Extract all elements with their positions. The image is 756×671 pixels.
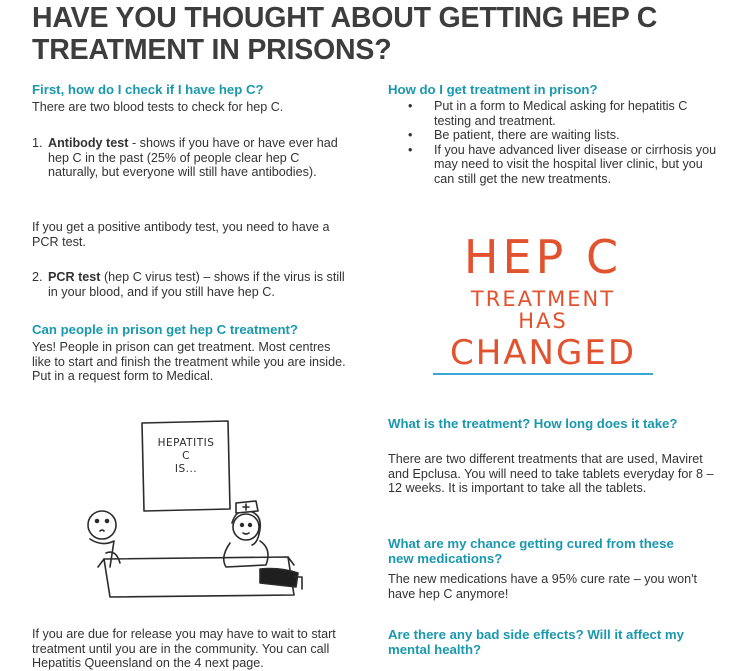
banner-line-1: HEP C [463, 230, 623, 284]
release-note [32, 627, 354, 671]
cure-chance-answer [388, 572, 708, 601]
heading-get-treatment-text: How do I get treatment in prison? [388, 82, 598, 97]
pcr-test-item [32, 270, 352, 299]
heading-cure-chance-text: What are my chance getting cured from these new medications? [388, 536, 674, 566]
prison-treatment-answer [32, 340, 352, 384]
whiteboard-line-3: IS... [174, 463, 198, 475]
prison-treatment-answer-text: Yes! People in prison can get treatment. Most centres like to start and finish the treatment while you are inside. Put in a request form to Medical. [32, 340, 346, 383]
pcr-intro-text: If you get a positive antibody test, you need to have a PCR test. [32, 220, 330, 249]
heading-side-effects-text: Are there any bad side effects? Will it affect my mental health? [388, 627, 684, 657]
antibody-test-item [32, 136, 352, 180]
heading-get-treatment [388, 82, 718, 97]
treatment-steps-list [388, 99, 718, 186]
pcr-test-number: 2. [32, 270, 43, 284]
heading-side-effects [388, 627, 718, 657]
banner-line-4: CHANGED [449, 333, 636, 373]
whiteboard-text [144, 437, 228, 476]
heading-what-treatment-text: What is the treatment? How long does it take? [388, 416, 678, 431]
check-intro-text: There are two blood tests to check for hep C. [32, 100, 284, 114]
banner-underline [433, 373, 653, 375]
heading-cure-chance [388, 536, 688, 566]
antibody-test-name: Antibody test [48, 136, 129, 150]
pcr-intro [32, 220, 332, 249]
what-treatment-answer [388, 452, 718, 496]
heading-what-treatment [388, 416, 688, 431]
check-intro [32, 100, 352, 115]
list-item: • Put in a form to Medical asking for hepatitis C testing and treatment. [388, 99, 718, 128]
heading-check-hep-c-text: First, how do I check if I have hep C? [32, 82, 264, 97]
whiteboard-line-2: C [182, 450, 190, 462]
whiteboard-line-1: HEPATITIS [157, 437, 215, 449]
hep-c-treatment-banner [428, 232, 658, 375]
antibody-test-number: 1. [32, 136, 43, 150]
banner-line-3: HAS [518, 309, 568, 333]
banner-line-2: TREATMENT [470, 287, 616, 311]
heading-check-hep-c [32, 82, 352, 97]
list-item: • Be patient, there are waiting lists. [388, 128, 718, 143]
antibody-test-description: - shows if you have or have ever had hep C in the past (25% of people clear hep C naturally, but everyone will still have antibodies). [48, 136, 338, 179]
pcr-test-description: (hep C virus test) – shows if the virus is still in your blood, and if you still have hep C. [48, 270, 345, 299]
cure-chance-answer-text: The new medications have a 95% cure rate – you won't have hep C anymore! [388, 572, 698, 601]
page-title: HAVE YOU THOUGHT ABOUT GETTING HEP C TREATMENT IN PRISONS? [32, 2, 658, 66]
list-item: • If you have advanced liver disease or cirrhosis you may need to visit the hospital liver clinic, but you can still get the new treatments. [388, 143, 718, 187]
release-note-text: If you are due for release you may have to wait to start treatment until you are in the community. You can call Hepatitis Queensland on the 4 next page. [32, 627, 336, 670]
heading-prison-treatment-text: Can people in prison get hep C treatment? [32, 322, 298, 337]
what-treatment-answer-text: There are two different treatments that are used, Maviret and Epclusa. You will need to take tablets everyday for 8 – 12 weeks. It is important to take all the tablets. [388, 452, 714, 495]
heading-prison-treatment [32, 322, 352, 337]
pcr-test-name: PCR test [48, 270, 101, 284]
